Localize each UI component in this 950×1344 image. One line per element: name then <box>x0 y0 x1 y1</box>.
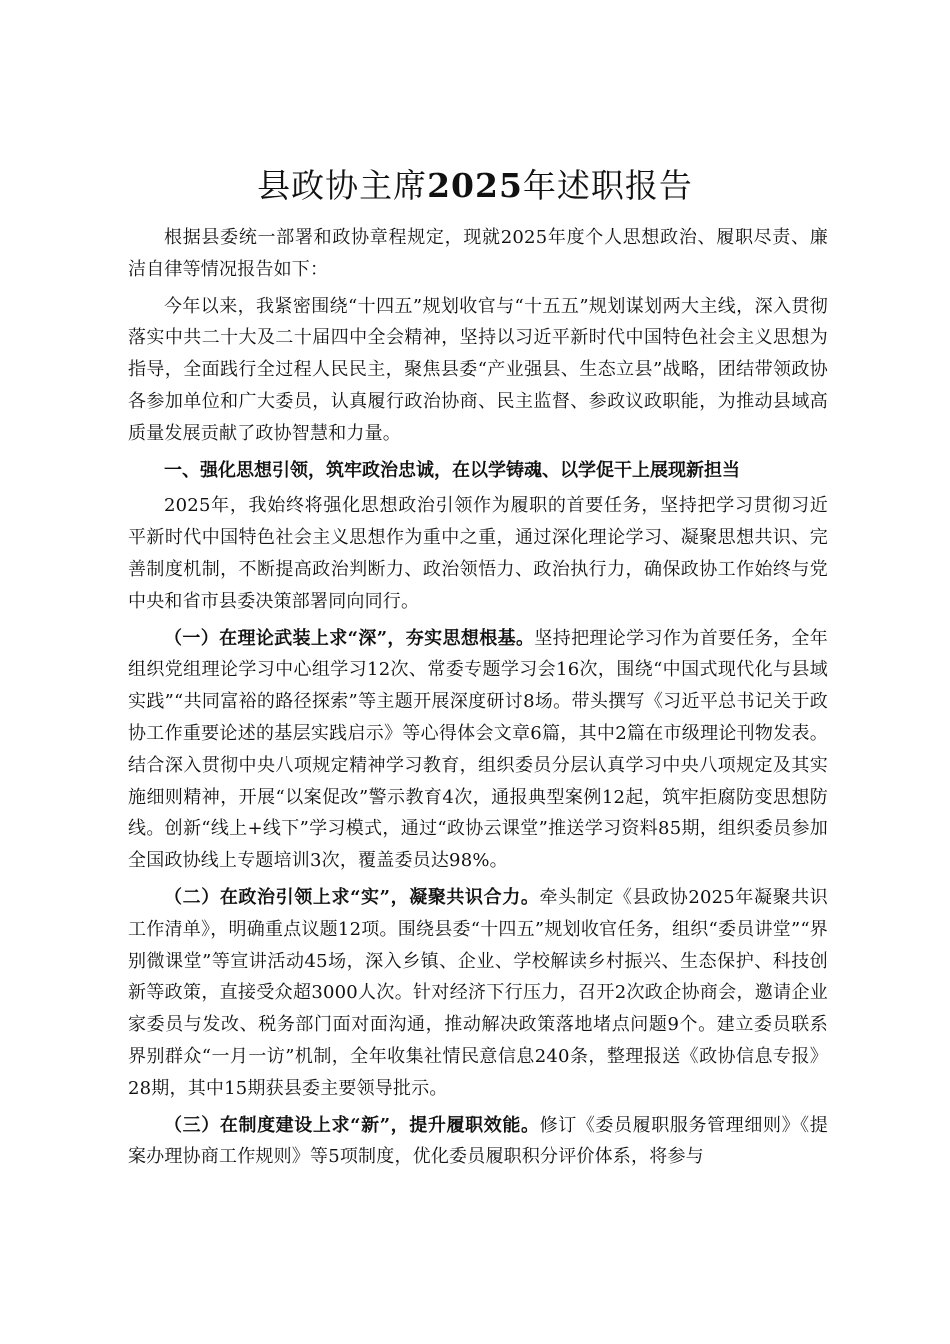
page-title <box>120 164 830 208</box>
title-year: 2025 <box>427 166 523 205</box>
subsection-1-text: 坚持把理论学习作为首要任务，全年组织党组理论学习中心组学习12次、常委专题学习会16次，围绕“中国式现代化与县域实践”“共同富裕的路径探索”等主题开展深度研讨8场。带头撰写《习近平总书记关于政协工作重要论述的基层实践启示》等心得体会文章6篇，其中2篇在市级理论刊物发表。结合深入贯彻中央八项规定精神学习教育，组织委员分层认真学习中央八项规定及其实施细则精神，开展“以案促改”警示教育4次，通报典型案例12起，筑牢拒腐防变思想防线。创新“线上+线下”学习模式，通过“政协云课堂”推送学习资料85期，组织委员参加全国政协线上专题培训3次，覆盖委员达98%。 <box>128 627 828 872</box>
subsection-2-lead: （二）在政治引领上求“实”，凝聚共识合力。 <box>164 886 540 908</box>
section-1-intro-paragraph: 2025年，我始终将强化思想政治引领作为履职的首要任务，坚持把学习贯彻习近平新时代中国特色社会主义思想作为重中之重，通过深化理论学习、凝聚思想共识、完善制度机制，不断提高政治判断力、政治领悟力、政治执行力，确保政协工作始终与党中央和省市县委决策部署同向同行。 <box>128 495 828 612</box>
title-prefix: 县政协主席 <box>257 166 428 205</box>
intro-paragraph: 根据县委统一部署和政协章程规定，现就2025年度个人思想政治、履职尽责、廉洁自律等情况报告如下： <box>128 227 828 280</box>
title-suffix: 年述职报告 <box>522 166 693 205</box>
overview-paragraph: 今年以来，我紧密围绕“十四五”规划收官与“十五五”规划谋划两大主线，深入贯彻落实中共二十大及二十届四中全会精神，坚持以习近平新时代中国特色社会主义思想为指导，全面践行全过程人民民主，聚焦县委“产业强县、生态立县”战略，团结带领政协各参加单位和广大委员，认真履行政治协商、民主监督、参政议政职能，为推动县域高质量发展贡献了政协智慧和力量。 <box>128 295 828 444</box>
subsection-1-lead: （一）在理论武装上求“深”，夯实思想根基。 <box>164 627 535 649</box>
subsection-2-paragraph <box>128 882 828 1105</box>
subsection-3-lead: （三）在制度建设上求“新”，提升履职效能。 <box>164 1114 540 1136</box>
subsection-2-text: 牵头制定《县政协2025年凝聚共识工作清单》，明确重点议题12项。围绕县委“十四五”规划收官任务，组织“委员讲堂”“界别微课堂”等宣讲活动45场，深入乡镇、企业、学校解读乡村振兴、生态保护、科技创新等政策，直接受众超3000人次。针对经济下行压力，召开2次政企协商会，邀请企业家委员与发改、税务部门面对面沟通，推动解决政策落地堵点问题9个。建立委员联系界别群众“一月一访”机制，全年收集社情民意信息240条，整理报送《政协信息专报》28期，其中15期获县委主要领导批示。 <box>128 886 828 1099</box>
report-body <box>128 222 828 1178</box>
subsection-1-paragraph <box>128 623 828 877</box>
section-heading-1: 一、强化思想引领，筑牢政治忠诚，在以学铸魂、以学促干上展现新担当 <box>164 459 740 481</box>
subsection-3-text: 修订《委员履职服务管理细则》《提案办理协商工作规则》等5项制度，优化委员履职积分评价体系，将参与 <box>128 1114 828 1168</box>
subsection-3-paragraph <box>128 1110 828 1174</box>
